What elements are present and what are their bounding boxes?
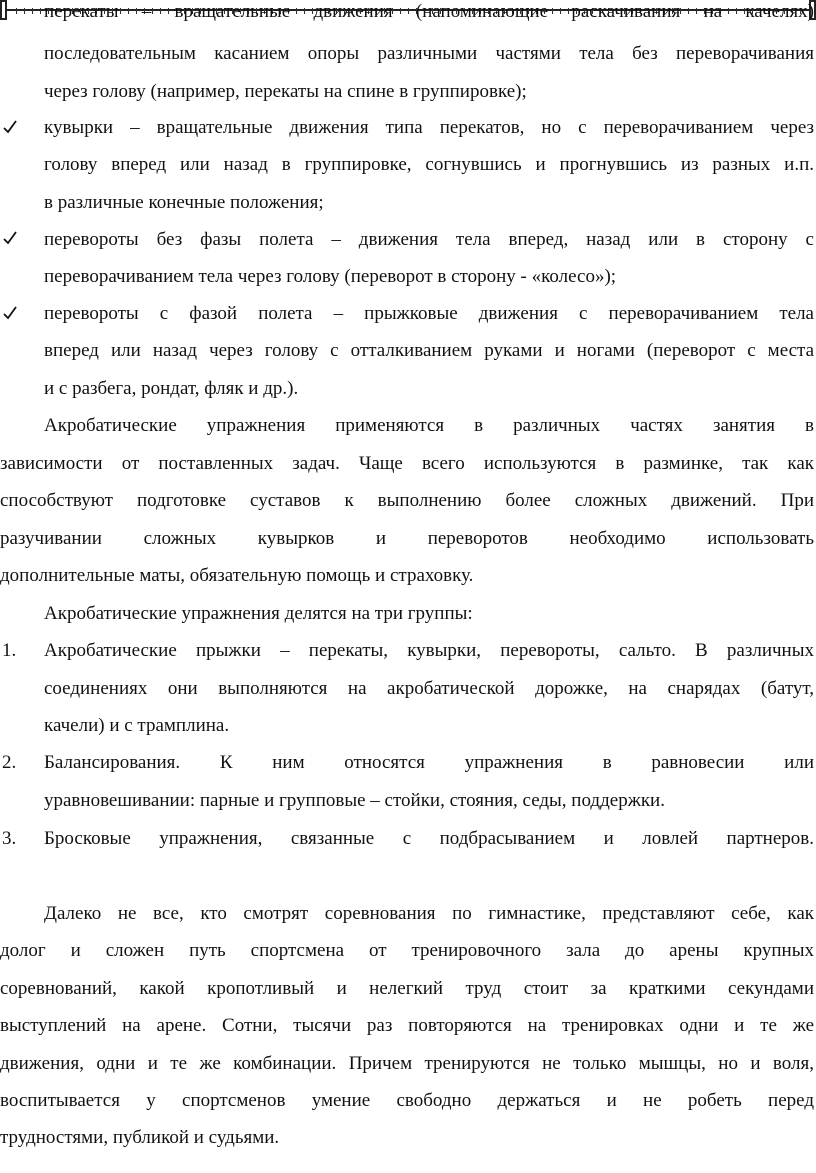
list-item-line: перевороты без фазы полета – движения тела вперед, назад или в сторону с (44, 229, 814, 250)
list-item-line: в различные конечные положения; (44, 192, 324, 213)
paragraph-line: дополнительные маты, обязательную помощь и страховку. (0, 565, 474, 586)
list-item-line: кувырки – вращательные движения типа перекатов, но с переворачиванием через (44, 117, 814, 138)
paragraph-line: долог и сложен путь спортсмена от тренировочного зала до арены крупных (0, 940, 814, 961)
numbered-item-line: Акробатические прыжки – перекаты, кувырки, перевороты, сальто. В различных (44, 640, 814, 661)
list-item-line: последовательным касанием опоры различными частями тела без переворачивания (44, 43, 814, 64)
checkmark-bullet-icon (2, 305, 18, 321)
list-item-line: и с разбега, рондат, фляк и др.). (44, 378, 299, 399)
checkmark-bullet-icon (2, 230, 18, 246)
page-border-tick (24, 8, 25, 14)
paragraph-line: Акробатические упражнения применяются в различных частях занятия в (44, 415, 814, 436)
list-item-line: перекаты – вращательные движения (напоминающие раскачивания на качелях) (44, 1, 814, 22)
list-number: 1. (2, 640, 17, 661)
numbered-item-line: Балансирования. К ним относятся упражнения в равновесии или (44, 752, 814, 773)
numbered-item-line: соединениях они выполняются на акробатической дорожке, на снарядах (батут, (44, 678, 814, 699)
list-item-line: через голову (например, перекаты на спине в группировке); (44, 81, 527, 102)
page-border-tick (16, 8, 17, 14)
page-border-corner-left (0, 0, 7, 20)
paragraph-line: трудностями, публикой и судьями. (0, 1127, 280, 1148)
numbered-item-line: качели) и с трамплина. (44, 715, 230, 736)
checkmark-bullet-icon (2, 119, 18, 135)
numbered-item-line: Бросковые упражнения, связанные с подбрасыванием и ловлей партнеров. (44, 828, 814, 849)
paragraph-line: Далеко не все, кто смотрят соревнования по гимнастике, представляют себе, как (44, 903, 814, 924)
list-number: 3. (2, 828, 17, 849)
list-item-line: переворачиванием тела через голову (переворот в сторону - «колесо»); (44, 266, 617, 287)
paragraph-line: способствуют подготовке суставов к выполнению более сложных движений. При (0, 490, 814, 511)
page-border-tick (32, 8, 33, 14)
paragraph-line: разучивании сложных кувырков и переворотов необходимо использовать (0, 528, 814, 549)
list-item-line: перевороты с фазой полета – прыжковые движения с переворачиванием тела (44, 303, 814, 324)
paragraph-line: движения, одни и те же комбинации. Причем тренируются не только мышцы, но и воля, (0, 1053, 814, 1074)
paragraph-line: выступлений на арене. Сотни, тысячи раз повторяются на тренировках одни и те же (0, 1015, 814, 1036)
list-number: 2. (2, 752, 17, 773)
list-item-line: голову вперед или назад в группировке, согнувшись и прогнувшись из разных и.п. (44, 154, 814, 175)
paragraph-line: воспитывается у спортсменов умение свободно держаться и не робеть перед (0, 1090, 814, 1111)
numbered-item-line: уравновешивании: парные и групповые – стойки, стояния, седы, поддержки. (44, 790, 665, 811)
list-item-line: вперед или назад через голову с отталкиванием руками и ногами (переворот с места (44, 340, 814, 361)
paragraph-line: Акробатические упражнения делятся на три группы: (44, 603, 473, 624)
page-border-tick (40, 8, 41, 14)
paragraph-line: соревнований, какой кропотливый и нелегкий труд стоит за краткими секундами (0, 978, 814, 999)
paragraph-line: зависимости от поставленных задач. Чаще всего используются в разминке, так как (0, 453, 814, 474)
